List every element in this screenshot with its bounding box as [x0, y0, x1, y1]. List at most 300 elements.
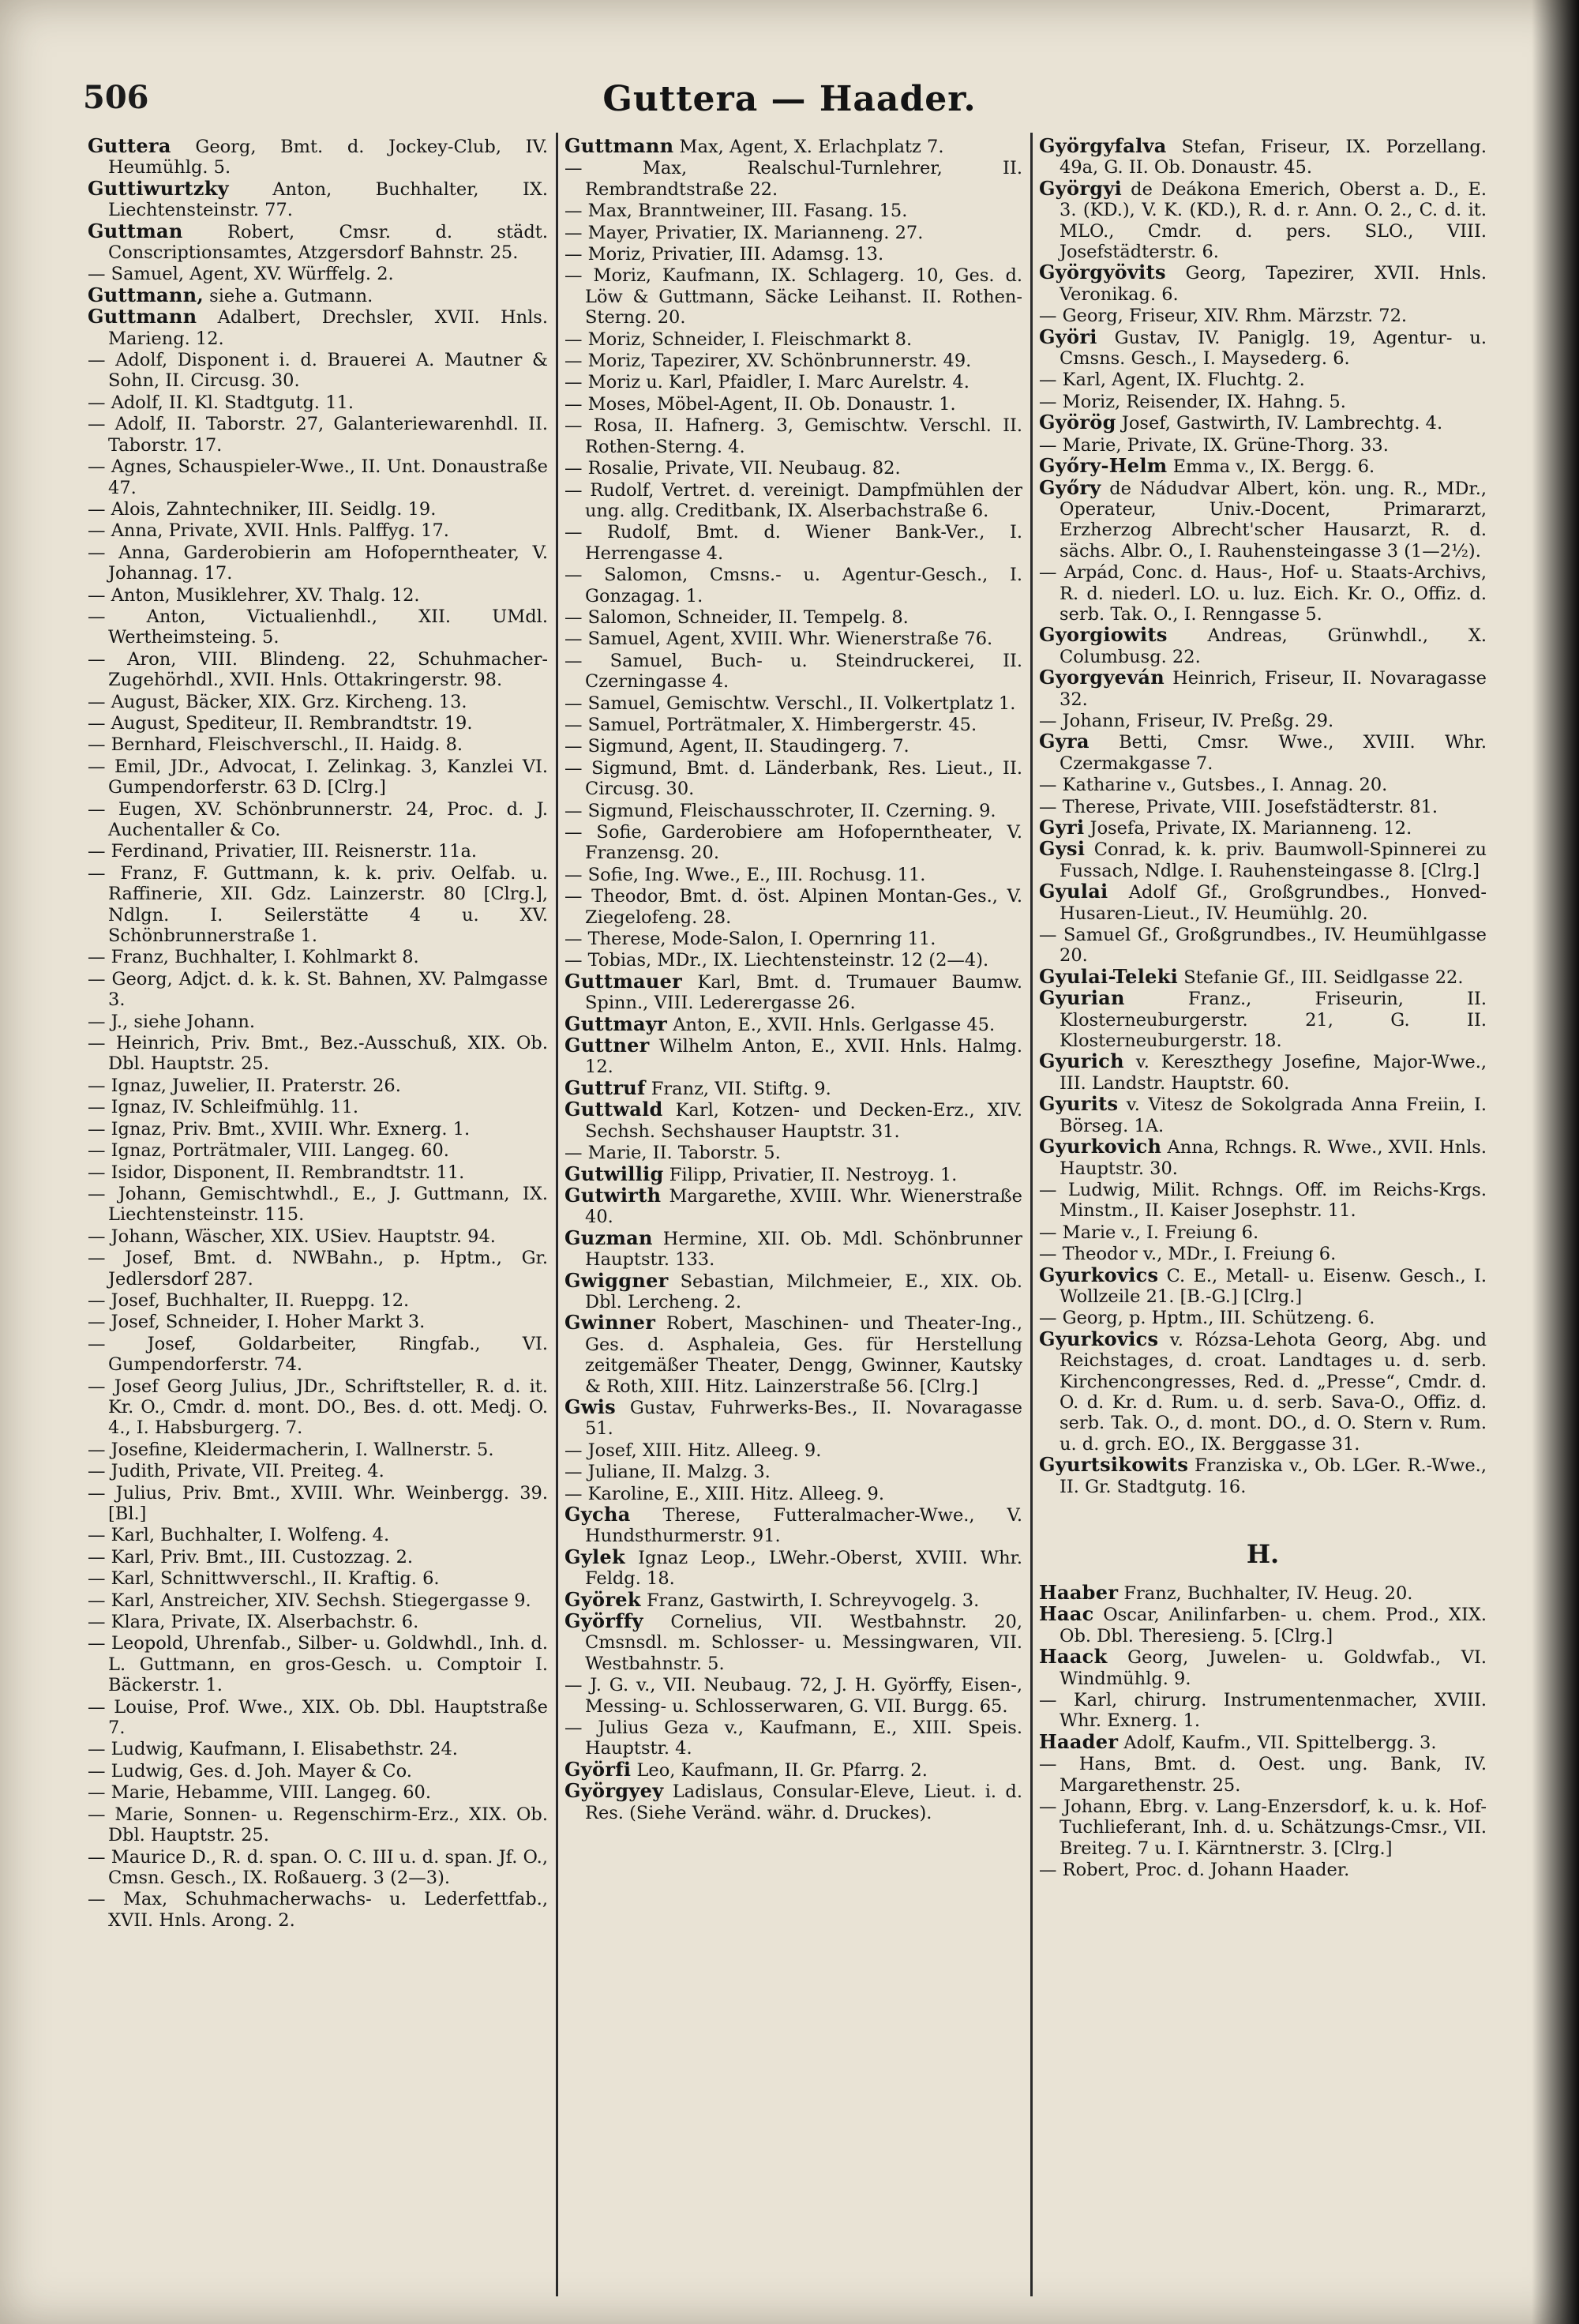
entry-details: — Eugen, XV. Schönbrunnerstr. 24, Proc. d. J. Auchentaller & Co.: [88, 798, 548, 840]
entry-details: — Moriz, Kaufmann, IX. Schlagerg. 10, Ges. d. Löw & Guttmann, Säcke Leihanst. II. Rothen-Sterng. 20.: [564, 265, 1022, 329]
entry-details: — Alois, Zahntechniker, III. Seidlg. 19.: [88, 498, 437, 520]
entry-surname: Gwiggner: [564, 1268, 669, 1292]
directory-entry: [88, 1760, 548, 1781]
entry-surname: Gyurich: [1039, 1049, 1124, 1073]
entry-surname: Guttmann: [564, 134, 674, 157]
entry-details: — Johann, Friseur, IV. Preßg. 29.: [1039, 710, 1334, 731]
directory-entry: [88, 1183, 548, 1226]
entry-surname: Gyurits: [1039, 1092, 1119, 1116]
directory-entry: [88, 1590, 548, 1611]
entry-details: — Karl, Schnittwverschl., II. Kraftig. 6.: [88, 1568, 440, 1590]
entry-details: Franz., Friseurin, II. Klosterneuburgerstr. 21, G. II. Klosterneuburgerstr. 18.: [1060, 989, 1487, 1052]
directory-entry: [88, 1118, 548, 1139]
entry-details: — Marie v., I. Freiung 6.: [1039, 1222, 1259, 1243]
entry-surname: Guttmann: [88, 305, 197, 329]
directory-entry: [88, 498, 548, 520]
entry-details: Anna, Rchngs. R. Wwe., XVII. Hnls. Hauptstr. 30.: [1060, 1137, 1487, 1179]
directory-entry: [564, 1587, 1022, 1611]
entry-details: — Robert, Proc. d. Johann Haader.: [1039, 1860, 1350, 1881]
entry-details: — Anton, Victualienhdl., XII. UMdl. Wertheimsteing. 5.: [88, 606, 548, 648]
directory-entry: [1039, 136, 1487, 178]
section-letter: H.: [1246, 1539, 1280, 1569]
entry-surname: Guttera: [88, 134, 171, 157]
entry-details: — Sigmund, Bmt. d. Länderbank, Res. Lieut., II. Circusg. 30.: [564, 757, 1022, 800]
directory-entry: [564, 1611, 1022, 1674]
directory-entry: [564, 564, 1022, 606]
entry-details: — Bernhard, Fleischverschl., II. Haidg. 8.: [88, 734, 463, 756]
directory-entry: [88, 1611, 548, 1632]
entry-details: — Louise, Prof. Wwe., XIX. Ob. Dbl. Hauptstraße 7.: [88, 1696, 548, 1739]
entry-details: — August, Bäcker, XIX. Grz. Kircheng. 13.: [88, 691, 467, 712]
entry-details: — Samuel, Agent, XVIII. Whr. Wienerstraße 76.: [564, 629, 993, 650]
directory-entry: [88, 584, 548, 606]
directory-entry: [88, 1696, 548, 1739]
entry-surname: Györgyövits: [1039, 261, 1166, 284]
directory-entry: [88, 221, 548, 264]
entry-details: — Judith, Private, VII. Preiteg. 4.: [88, 1461, 384, 1482]
directory-entry: [88, 349, 548, 392]
entry-details: — Samuel, Porträtmaler, X. Himbergerstr. 45.: [564, 714, 977, 735]
entry-details: — August, Spediteur, II. Rembrandtstr. 19.: [88, 712, 473, 734]
entry-details: — Marie, Private, IX. Grüne-Thorg. 33.: [1039, 434, 1389, 456]
directory-entry: [564, 1781, 1022, 1823]
directory-entry: [88, 1162, 548, 1183]
entry-details: — Leopold, Uhrenfab., Silber- u. Goldwhdl., Inh. d. L. Guttmann, en gros-Gesch. u. Comptoir I. Bäckerstr. 1.: [88, 1633, 548, 1696]
entry-surname: Gyorgiowits: [1039, 623, 1168, 647]
entry-surname: Guttmayr: [564, 1012, 668, 1035]
directory-entry: [564, 136, 1022, 157]
directory-entry: [88, 1460, 548, 1481]
entry-details: — Moriz, Tapezirer, XV. Schönbrunnerstr. 49.: [564, 351, 972, 372]
directory-entry: [564, 821, 1022, 864]
directory-entry: [1039, 839, 1487, 881]
entry-details: — Karoline, E., XIII. Hitz. Alleeg. 9.: [564, 1483, 885, 1504]
entry-surname: Györek: [564, 1587, 641, 1611]
directory-entry: [88, 263, 548, 284]
entry-details: Conrad, k. k. priv. Baumwoll-Spinnerei zu Fussach, Ndlge. I. Rauhensteingasse 8. [Clrg.]: [1060, 839, 1487, 881]
directory-entry: [564, 1228, 1022, 1271]
entry-details: Georg, Tapezirer, XVII. Hnls. Veronikag. 6.: [1060, 263, 1487, 305]
entry-surname: Gwis: [564, 1395, 616, 1418]
directory-entry: [88, 1567, 548, 1589]
entry-details: Gustav, Fuhrwerks-Bes., II. Novaragasse 51.: [585, 1397, 1022, 1440]
entry-surname: Györgyey: [564, 1779, 664, 1803]
directory-entry: [88, 862, 548, 947]
directory-entry: [88, 840, 548, 862]
directory-entry: [564, 265, 1022, 328]
entry-surname: Haack: [1039, 1645, 1108, 1669]
directory-entry: [1039, 1051, 1487, 1094]
entry-details: — Rudolf, Bmt. d. Wiener Bank-Ver., I. Herrengasse 4.: [564, 522, 1022, 564]
directory-entry: [564, 693, 1022, 714]
entry-details: — Adolf, Disponent i. d. Brauerei A. Mautner & Sohn, II. Circusg. 30.: [88, 350, 548, 392]
directory-entry: [564, 971, 1022, 1014]
entry-details: Sebastian, Milchmeier, E., XIX. Ob. Dbl. Lercheng. 2.: [585, 1271, 1022, 1312]
directory-entry: [564, 1142, 1022, 1163]
directory-entry: [1039, 1796, 1487, 1859]
directory-entry: [1039, 178, 1487, 263]
entry-details: — Ignaz, Porträtmaler, VIII. Langeg. 60.: [88, 1140, 449, 1162]
entry-details: — Julius, Priv. Bmt., XVIII. Whr. Weinbergg. 39. [Bl.]: [88, 1482, 548, 1524]
entry-details: Franz, Buchhalter, IV. Heug. 20.: [1118, 1583, 1413, 1604]
directory-entry: [564, 243, 1022, 265]
directory-entry: [88, 1311, 548, 1332]
entry-surname: Gyulai: [1039, 880, 1108, 903]
entry-details: Max, Agent, X. Erlachplatz 7.: [673, 137, 944, 157]
entry-surname: Gyurkovics: [1039, 1327, 1159, 1350]
directory-entry: [1039, 434, 1487, 456]
directory-entry: [1039, 731, 1487, 774]
directory-entry: [564, 371, 1022, 392]
entry-details: Margarethe, XVIII. Whr. Wienerstraße 40.: [585, 1185, 1022, 1228]
entry-details: Josefa, Private, IX. Marianneng. 12.: [1084, 818, 1412, 839]
directory-entry: [88, 1804, 548, 1846]
directory-entry: [88, 1888, 548, 1931]
entry-details: — Arpád, Conc. d. Haus-, Hof- u. Staats-Archivs, R. d. niederl. LO. u. luz. Eich. Kr. O., Offiz. d. serb. Tak. O., I. Renngasse 5.: [1039, 562, 1487, 625]
directory-entry: [1039, 1646, 1487, 1689]
directory-entry: [564, 800, 1022, 821]
entry-details: — Karl, Priv. Bmt., III. Custozzag. 2.: [88, 1546, 414, 1567]
directory-entry: [88, 1247, 548, 1290]
running-title: Guttera — Haader.: [602, 79, 977, 119]
directory-entry: [1039, 1265, 1487, 1308]
entry-details: — Moriz u. Karl, Pfaidler, I. Marc Aurelstr. 4.: [564, 372, 970, 393]
entry-details: Georg, Juwelen- u. Goldwfab., VI. Windmühlg. 9.: [1060, 1647, 1487, 1689]
directory-entry: [1039, 1689, 1487, 1732]
page-number: 506: [83, 79, 149, 116]
entry-details: Robert, Maschinen- und Theater-Ing., Ges. d. Asphaleia, Ges. für Herstellung zeitgemäßer Theater, Dengg, Gwinner, Kautsky & Roth, XIII. Hitz. Lainzerstraße 56. [Clrg.]: [585, 1313, 1022, 1397]
directory-entry: [564, 1397, 1022, 1440]
entry-details: — Max, Schuhmacherwachs- u. Lederfettfab., XVII. Hnls. Arong. 2.: [88, 1889, 548, 1931]
entry-details: — Anna, Garderobierin am Hofoperntheater, V. Johannag. 17.: [88, 542, 548, 584]
entry-details: — Katharine v., Gutsbes., I. Annag. 20.: [1039, 775, 1388, 796]
entry-surname: Györi: [1039, 325, 1097, 348]
directory-entry: [564, 1717, 1022, 1759]
entry-surname: Győry-Helm: [1039, 454, 1168, 478]
directory-entry: [1039, 391, 1487, 412]
directory-entry: [1039, 1179, 1487, 1222]
entry-details: — Theodor, Bmt. d. öst. Alpinen Montan-Ges., V. Ziegelofeng. 28.: [564, 886, 1022, 928]
entry-details: Andreas, Grünwhdl., X. Columbusg. 22.: [1060, 625, 1487, 667]
entry-details: — Isidor, Disponent, II. Rembrandtstr. 11.: [88, 1162, 465, 1183]
entry-details: — Max, Branntweiner, III. Fasang. 15.: [564, 201, 908, 222]
directory-entry: [88, 136, 548, 178]
entry-details: Anton, Buchhalter, IX. Liechtensteinstr. 77.: [108, 178, 548, 221]
directory-entry: [1039, 561, 1487, 625]
column-middle: [556, 133, 1030, 2296]
entry-details: Stefan, Friseur, IX. Porzellang. 49a, G. II. Ob. Donaustr. 45.: [1060, 137, 1487, 178]
entry-details: Hermine, XII. Ob. Mdl. Schönbrunner Hauptstr. 133.: [585, 1228, 1022, 1271]
entry-surname: Gyurtsikowits: [1039, 1453, 1189, 1477]
entry-details: Ladislaus, Consular-Eleve, Lieut. i. d. Res. (Siehe Veränd. währ. d. Druckes).: [585, 1781, 1022, 1823]
entry-surname: Gycha: [564, 1503, 631, 1526]
directory-entry: [1039, 796, 1487, 817]
entry-details: Ignaz Leop., LWehr.-Oberst, XVIII. Whr. Feldg. 18.: [585, 1547, 1022, 1590]
entry-surname: Guttiwurtzky: [88, 176, 229, 200]
entry-details: — Samuel, Buch- u. Steindruckerei, II. Czerningasse 4.: [564, 650, 1022, 693]
directory-columns: [81, 133, 1495, 2296]
directory-entry: [564, 1759, 1022, 1781]
entry-surname: Györffy: [564, 1609, 643, 1633]
directory-entry: [564, 457, 1022, 479]
entry-details: — Georg, Friseur, XIV. Rhm. Märzstr. 72.: [1039, 306, 1408, 327]
entry-details: — Klara, Private, IX. Alserbachstr. 6.: [88, 1612, 419, 1633]
directory-entry: [564, 393, 1022, 415]
entry-details: — Julius Geza v., Kaufmann, E., XIII. Speis. Hauptstr. 4.: [564, 1718, 1022, 1759]
directory-entry: [88, 306, 548, 349]
entry-details: Gustav, IV. Paniglg. 19, Agentur- u. Cmsns. Gesch., I. Maysederg. 6.: [1060, 327, 1487, 370]
entry-details: siehe a. Gutmann.: [204, 285, 373, 306]
entry-details: — Ignaz, Juwelier, II. Praterstr. 26.: [88, 1075, 401, 1096]
directory-entry: [88, 1333, 548, 1376]
entry-details: — Adolf, II. Taborstr. 27, Galanteriewarenhdl. II. Taborstr. 17.: [88, 414, 548, 456]
entry-surname: Gyulai-Teleki: [1039, 964, 1179, 988]
entry-details: — Marie, II. Taborstr. 5.: [564, 1143, 781, 1164]
entry-details: Karl, Bmt. d. Trumauer Baumw. Spinn., VIII. Lederergasse 26.: [585, 971, 1022, 1014]
directory-entry: [1039, 1582, 1487, 1604]
entry-details: — Tobias, MDr., IX. Liechtensteinstr. 12 (2—4).: [564, 950, 989, 971]
entry-details: — Max, Realschul-Turnlehrer, II. Rembrandtstraße 22.: [564, 158, 1022, 200]
entry-details: Josef, Gastwirth, IV. Lambrechtg. 4.: [1116, 413, 1443, 434]
directory-entry: [564, 1268, 1022, 1313]
directory-entry: [564, 1014, 1022, 1035]
directory-entry: [564, 757, 1022, 800]
directory-entry: [564, 735, 1022, 757]
entry-details: — Samuel Gf., Großgrundbes., IV. Heumühlgasse 20.: [1039, 925, 1487, 967]
entry-details: — Hans, Bmt. d. Oest. ung. Bank, IV. Margarethenstr. 25.: [1039, 1754, 1487, 1796]
entry-details: — Johann, Wäscher, XIX. USiev. Hauptstr. 94.: [88, 1226, 496, 1247]
entry-details: — Anna, Private, XVII. Hnls. Palffyg. 17.: [88, 520, 449, 542]
entry-details: — Mayer, Privatier, IX. Marianneng. 27.: [564, 222, 924, 243]
directory-entry: [88, 734, 548, 755]
entry-surname: Guttruf: [564, 1076, 646, 1099]
entry-details: — Josefine, Kleidermacherin, I. Wallnerstr. 5.: [88, 1439, 494, 1460]
entry-surname: Győry: [1039, 475, 1101, 499]
directory-entry: [564, 1164, 1022, 1185]
page-header: [83, 79, 1496, 134]
directory-entry: [88, 712, 548, 734]
entry-details: — Sofie, Garderobiere am Hofoperntheater, V. Franzensg. 20.: [564, 822, 1022, 864]
entry-details: — Sofie, Ing. Wwe., E., III. Rochusg. 11.: [564, 864, 926, 885]
directory-entry: [564, 329, 1022, 350]
entry-details: — J., siehe Johann.: [88, 1011, 256, 1032]
directory-entry: [88, 798, 548, 841]
directory-entry: [88, 1524, 548, 1545]
entry-details: v. Vitesz de Sokolgrada Anna Freiin, I. Börseg. 1A.: [1060, 1094, 1487, 1136]
entry-details: — Ludwig, Kaufmann, I. Elisabethstr. 24.: [88, 1739, 458, 1760]
entry-details: Franz, Gastwirth, I. Schreyvogelg. 3.: [640, 1590, 980, 1611]
entry-surname: Gyurian: [1039, 986, 1125, 1010]
directory-entry: [1039, 988, 1487, 1051]
entry-details: — Rosa, II. Hafnerg. 3, Gemischtw. Verschl. II. Rothen-Sterng. 4.: [564, 415, 1022, 457]
entry-details: — Franz, F. Guttmann, k. k. priv. Oelfab. u. Raffinerie, XII. Gdz. Lainzerstr. 80 [Clrg.], Ndlgn. I. Seilerstätte 4 u. XV. Schönbrunnerstraße 1.: [88, 862, 548, 947]
directory-entry: [1039, 924, 1487, 967]
directory-entry: [564, 1185, 1022, 1228]
directory-entry: [564, 1312, 1022, 1397]
directory-entry: [88, 285, 548, 306]
entry-details: de Nádudvar Albert, kön. ung. R., MDr., Operateur, Univ.-Docent, Primararzt, Erzherzog Albrecht'scher Hausarzt, R. d. sächs. Albr. O., I. Rauhensteingasse 3 (1—2½).: [1060, 478, 1487, 561]
directory-entry: [88, 1075, 548, 1096]
directory-entry: [564, 157, 1022, 200]
directory-entry: [1039, 456, 1487, 477]
entry-details: Franziska v., Ob. LGer. R.-Wwe., II. Gr. Stadtgutg. 16.: [1060, 1455, 1487, 1497]
directory-entry: [88, 1226, 548, 1247]
entry-details: — Karl, Anstreicher, XIV. Sechsh. Stiegergasse 9.: [88, 1590, 531, 1611]
directory-entry: [88, 1011, 548, 1032]
directory-entry: [88, 968, 548, 1011]
entry-surname: Guzman: [564, 1226, 653, 1249]
entry-details: — Heinrich, Priv. Bmt., Bez.-Ausschuß, XIX. Ob. Dbl. Hauptstr. 25.: [88, 1033, 548, 1075]
entry-details: — Josef, Buchhalter, II. Rueppg. 12.: [88, 1290, 410, 1311]
directory-entry: [564, 350, 1022, 371]
entry-details: — Marie, Hebamme, VIII. Langeg. 60.: [88, 1782, 431, 1804]
entry-details: — Georg, Adjct. d. k. k. St. Bahnen, XV. Palmgasse 3.: [88, 968, 548, 1011]
column-right: [1030, 133, 1495, 2296]
directory-entry: [88, 691, 548, 712]
entry-details: — Moses, Möbel-Agent, II. Ob. Donaustr. 1.: [564, 393, 956, 415]
directory-entry: [564, 628, 1022, 649]
entry-surname: Györög: [1039, 411, 1116, 434]
entry-details: — Maurice D., R. d. span. O. C. III u. d. span. Jf. O., Cmsn. Gesch., IX. Roßauerg. 3 (2—3).: [88, 1846, 548, 1888]
directory-entry: [1039, 881, 1487, 924]
entry-details: — Karl, Buchhalter, I. Wolfeng. 4.: [88, 1525, 390, 1546]
directory-entry: [564, 606, 1022, 628]
directory-entry: [564, 415, 1022, 457]
directory-entry: [1039, 1329, 1487, 1455]
directory-entry: [564, 1504, 1022, 1547]
directory-entry: [1039, 1136, 1487, 1179]
directory-entry: [1039, 667, 1487, 710]
entry-details: — Moriz, Schneider, I. Fleischmarkt 8.: [564, 329, 913, 350]
directory-entry: [88, 1439, 548, 1460]
directory-entry: [1039, 1455, 1487, 1497]
directory-entry: [88, 606, 548, 648]
entry-details: — Rudolf, Vertret. d. vereinigt. Dampfmühlen der ung. allg. Creditbank, IX. Alserbachstraße 6.: [564, 479, 1022, 521]
entry-details: Georg, Bmt. d. Jockey-Club, IV. Heumühlg. 5.: [108, 137, 548, 178]
directory-entry: [564, 1035, 1022, 1078]
entry-details: — Therese, Mode-Salon, I. Opernring 11.: [564, 929, 936, 950]
entry-details: Stefanie Gf., III. Seidlgasse 22.: [1178, 967, 1464, 988]
entry-details: — Ferdinand, Privatier, III. Reisnerstr. 11a.: [88, 841, 478, 862]
entry-details: Franz, VII. Stiftg. 9.: [645, 1078, 831, 1099]
entry-surname: Guttmauer: [564, 969, 683, 993]
entry-details: — J. G. v., VII. Neubaug. 72, J. H. Györffy, Eisen-, Messing- u. Schlosserwaren, G. VII. Burgg. 65.: [564, 1675, 1022, 1717]
directory-entry: [88, 392, 548, 413]
entry-details: — Georg, p. Hptm., III. Schützeng. 6.: [1039, 1308, 1375, 1329]
directory-entry: [88, 1738, 548, 1759]
entry-details: — Josef, Bmt. d. NWBahn., p. Hptm., Gr. Jedlersdorf 287.: [88, 1248, 548, 1290]
entry-details: — Salomon, Cmsns.- u. Agentur-Gesch., I. Gonzagag. 1.: [564, 565, 1022, 606]
directory-entry: [88, 1632, 548, 1695]
entry-surname: Haac: [1039, 1602, 1094, 1626]
directory-entry: [88, 542, 548, 584]
entry-details: — Moriz, Reisender, IX. Hahng. 5.: [1039, 391, 1346, 412]
directory-entry: [564, 864, 1022, 885]
entry-details: Therese, Futteralmacher-Wwe., V. Hundsthurmerstr. 91.: [585, 1505, 1022, 1547]
directory-entry: [1039, 1243, 1487, 1264]
directory-entry: [88, 1032, 548, 1075]
entry-details: de Deákona Emerich, Oberst a. D., E. 3. (KD.), V. K. (KD.), R. d. r. Ann. O. 2., C. d. it. MLO., Cmdr. d. pers. SLO., VIII. Josefstädterstr. 6.: [1060, 178, 1487, 263]
entry-details: — Johann, Ebrg. v. Lang-Enzersdorf, k. u. k. Hof-Tuchlieferant, Inh. d. u. Schätzungs-Cmsr., VII. Breiteg. 7 u. I. Kärntnerstr. 3. [Clrg.]: [1039, 1797, 1487, 1859]
entry-details: — Rosalie, Private, VII. Neubaug. 82.: [564, 458, 901, 479]
directory-entry: [88, 1482, 548, 1525]
directory-entry: [1039, 369, 1487, 390]
entry-details: Oscar, Anilinfarben- u. chem. Prod., XIX. Ob. Dbl. Theresieng. 5. [Clrg.]: [1060, 1605, 1487, 1646]
entry-surname: Gyri: [1039, 816, 1085, 839]
entry-surname: Gyorgyeván: [1039, 666, 1165, 689]
directory-entry: [88, 1290, 548, 1311]
entry-details: — Karl, chirurg. Instrumentenmacher, XVIII. Whr. Exnerg. 1.: [1039, 1690, 1487, 1732]
entry-details: — Therese, Private, VIII. Josefstädterstr. 81.: [1039, 796, 1438, 817]
entry-details: Emma v., IX. Bergg. 6.: [1167, 456, 1375, 478]
directory-entry: [1039, 1604, 1487, 1646]
directory-entry: [564, 928, 1022, 949]
directory-entry: [1039, 305, 1487, 326]
entry-details: v. Kereszthegy Josefine, Major-Wwe., III. Landstr. Hauptstr. 60.: [1060, 1052, 1487, 1094]
directory-entry: [1039, 1222, 1487, 1243]
directory-entry: [564, 479, 1022, 522]
directory-entry: [1039, 1753, 1487, 1796]
directory-entry: [88, 456, 548, 498]
entry-details: — Aron, VIII. Blindeng. 22, Schuhmacher-Zugehörhdl., XVII. Hnls. Ottakringerstr. 98.: [88, 648, 548, 691]
entry-details: — Franz, Buchhalter, I. Kohlmarkt 8.: [88, 947, 419, 968]
directory-entry: [88, 946, 548, 967]
entry-details: — Anton, Musiklehrer, XV. Thalg. 12.: [88, 584, 420, 606]
entry-details: — Johann, Gemischtwhdl., E., J. Guttmann, IX. Liechtensteinstr. 115.: [88, 1183, 548, 1226]
entry-details: — Juliane, II. Malzg. 3.: [564, 1462, 771, 1483]
entry-details: — Samuel, Agent, XV. Würffelg. 2.: [88, 264, 394, 285]
directory-entry: [88, 1139, 548, 1161]
entry-details: C. E., Metall- u. Eisenw. Gesch., I. Wollzeile 21. [B.-G.] [Clrg.]: [1060, 1265, 1487, 1307]
entry-surname: Györfi: [564, 1757, 632, 1781]
directory-entry: [88, 756, 548, 798]
entry-details: — Josef Georg Julius, JDr., Schriftsteller, R. d. it. Kr. O., Cmdr. d. mont. DO., Bes. d. ott. Medj. O. 4., I. Habsburgerg. 7.: [88, 1376, 548, 1439]
directory-entry: [88, 178, 548, 221]
directory-entry: [564, 200, 1022, 221]
directory-entry: [88, 1376, 548, 1439]
entry-surname: Guttwald: [564, 1098, 663, 1121]
directory-entry: [88, 413, 548, 456]
entry-details: — Josef, Schneider, I. Hoher Markt 3.: [88, 1312, 426, 1333]
directory-entry: [88, 1096, 548, 1117]
entry-details: Wilhelm Anton, E., XVII. Hnls. Halmg. 12.: [585, 1036, 1022, 1078]
directory-entry: [564, 885, 1022, 928]
entry-details: — Emil, JDr., Advocat, I. Zelinkag. 3, Kanzlei VI. Gumpendorferstr. 63 D. [Clrg.]: [88, 756, 548, 798]
directory-entry: [88, 648, 548, 691]
directory-entry: [88, 1546, 548, 1567]
entry-surname: Haaber: [1039, 1581, 1119, 1604]
directory-entry: [564, 1440, 1022, 1461]
entry-surname: Györgyi: [1039, 176, 1123, 200]
directory-entry: [1039, 412, 1487, 434]
directory-entry: [564, 949, 1022, 971]
directory-entry: [1039, 1729, 1487, 1753]
directory-entry: [564, 1674, 1022, 1717]
entry-details: — Karl, Agent, IX. Fluchtg. 2.: [1039, 370, 1305, 391]
entry-details: — Sigmund, Agent, II. Staudingerg. 7.: [564, 736, 910, 757]
entry-surname: Gysi: [1039, 837, 1086, 861]
entry-surname: Guttner: [564, 1034, 650, 1057]
directory-entry: [1039, 964, 1487, 988]
directory-entry: [564, 1483, 1022, 1504]
entry-details: Karl, Kotzen- und Decken-Erz., XIV. Sechsh. Sechshauser Hauptstr. 31.: [585, 1100, 1022, 1142]
entry-surname: Haader: [1039, 1729, 1119, 1753]
directory-entry: [1039, 327, 1487, 370]
directory-entry: [564, 1461, 1022, 1482]
entry-details: Robert, Cmsr. d. städt. Conscriptionsamtes, Atzgersdorf Bahnstr. 25.: [108, 221, 548, 264]
entry-details: — Moriz, Privatier, III. Adamsg. 13.: [564, 244, 884, 265]
entry-surname: Gutwillig: [564, 1162, 664, 1185]
